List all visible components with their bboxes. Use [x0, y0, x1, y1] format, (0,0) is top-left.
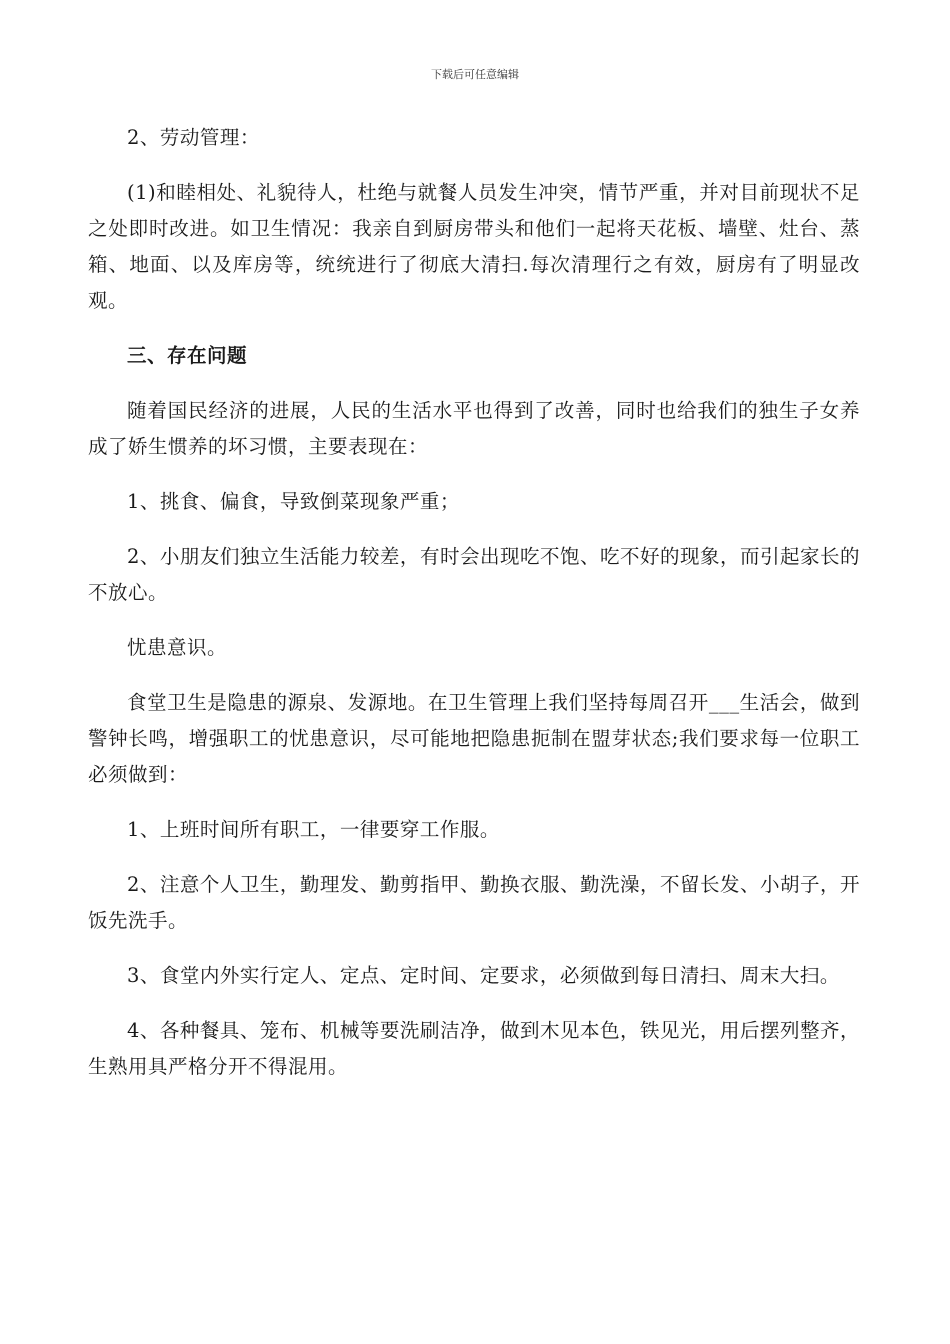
paragraph-rule-3: 3、食堂内外实行定人、定点、定时间、定要求，必须做到每日清扫、周末大扫。	[127, 964, 840, 987]
paragraph-rule-4: 4、各种餐具、笼布、机械等要洗刷洁净，做到木见本色，铁见光，用后摆列整齐，生熟用具严格分开不得混用。	[88, 1019, 860, 1078]
paragraph-rule-2: 2、注意个人卫生，勤理发、勤剪指甲、勤换衣服、勤洗澡，不留长发、小胡子，开饭先洗手。	[88, 873, 860, 932]
paragraph-labor-detail: (1)和睦相处、礼貌待人，杜绝与就餐人员发生冲突，情节严重，并对目前现状不足之处即时改进。如卫生情况：我亲自到厨房带头和他们一起将天花板、墙壁、灶台、蒸箱、地面、以及库房等，统统进行了彻底大清扫.每次清理行之有效，厨房有了明显改观。	[88, 181, 860, 312]
paragraph-rule-1: 1、上班时间所有职工，一律要穿工作服。	[127, 818, 500, 841]
paragraph-awareness-body: 食堂卫生是隐患的源泉、发源地。在卫生管理上我们坚持每周召开___生活会，做到警钟长鸣，增强职工的忧患意识，尽可能地把隐患扼制在盟芽状态;我们要求每一位职工必须做到：	[88, 691, 860, 786]
paragraph-labor-management: 2、劳动管理：	[127, 126, 260, 149]
section-heading-problems: 三、存在问题	[127, 344, 248, 367]
paragraph-problem-2: 2、小朋友们独立生活能力较差，有时会出现吃不饱、吃不好的现象，而引起家长的不放心。	[88, 545, 860, 604]
paragraph-problems-intro: 随着国民经济的进展，人民的生活水平也得到了改善，同时也给我们的独生子女养成了娇生惯养的坏习惯，主要表现在：	[88, 399, 860, 458]
paragraph-problem-1: 1、挑食、偏食，导致倒菜现象严重；	[127, 490, 460, 513]
page-header: 下载后可任意编辑	[431, 68, 519, 81]
document-body	[88, 120, 860, 1104]
paragraph-awareness-title: 忧患意识。	[127, 636, 228, 659]
